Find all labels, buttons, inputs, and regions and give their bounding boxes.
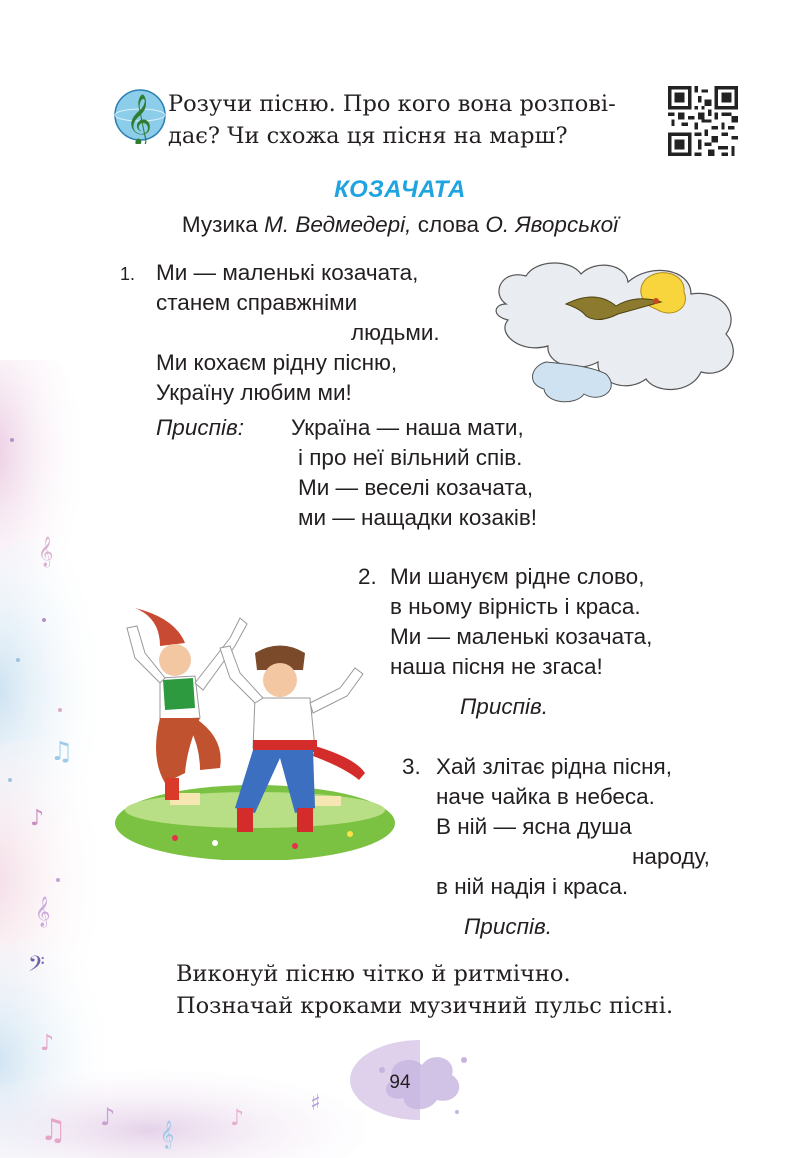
treble-clef-icon: [110, 82, 172, 144]
svg-text:𝄞: 𝄞: [38, 537, 54, 567]
task-line-1: Розучи пісню. Про кого вона розпові-: [168, 91, 616, 117]
bottom-watercolor-decoration: [0, 1030, 420, 1158]
lyricist-name: О. Яворської: [485, 212, 619, 237]
verse-2-line-1: Ми шануєм рідне слово,: [390, 564, 645, 589]
chorus-line-4: ми — нащадки козаків!: [298, 505, 538, 530]
svg-text:𝄞: 𝄞: [160, 1120, 175, 1148]
svg-text:♯: ♯: [310, 1091, 321, 1116]
verse-3-refrain: Приспів.: [464, 914, 552, 939]
composer-name: М. Ведмедері,: [264, 212, 412, 237]
verse-2-refrain: Приспів.: [460, 694, 548, 719]
verse-3-line-3: В ній — ясна душа: [436, 814, 632, 839]
verse-2-line-2: в ньому вірність і краса.: [390, 594, 641, 619]
page-number: 94: [389, 1072, 411, 1093]
clouds-seagull-illustration: [486, 254, 748, 414]
verse-2-number: 2.: [358, 564, 377, 589]
svg-text:♪: ♪: [100, 1103, 116, 1131]
svg-text:♪: ♪: [230, 1106, 245, 1131]
verse-2-line-3: Ми — маленькі козачата,: [390, 624, 653, 649]
instructions: [176, 958, 673, 1022]
words-prefix: слова: [417, 212, 480, 237]
verse-2-line-4: наша пісня не згаса!: [390, 654, 603, 679]
verse-3-line-5: в ній надія і краса.: [436, 874, 629, 899]
instruction-line-2: Позначай кроками музичний пульс пісні.: [176, 993, 674, 1019]
verse-1-line-3: людьми.: [351, 320, 440, 345]
svg-text:♪: ♪: [40, 1031, 55, 1056]
chorus-line-3: Ми — веселі козачата,: [298, 475, 534, 500]
verse-3-number: 3.: [402, 754, 421, 779]
svg-text:♫: ♫: [50, 737, 74, 767]
verse-1-number: 1.: [120, 264, 136, 284]
svg-text:𝄞: 𝄞: [126, 94, 153, 144]
verse-1-line-5: Україну любим ми!: [156, 380, 352, 405]
verse-3-line-1: Хай злітає рідна пісня,: [436, 754, 672, 779]
chorus-line-1: Україна — наша мати,: [291, 415, 524, 440]
instruction-line-1: Виконуй пісню чітко й ритмічно.: [176, 961, 571, 987]
verse-1-line-2: станем справжніми: [156, 290, 358, 315]
svg-text:♪: ♪: [30, 806, 45, 831]
verse-1-line-1: Ми — маленькі козачата,: [156, 260, 419, 285]
task-line-2: дає? Чи схожа ця пісня на марш?: [168, 123, 568, 149]
song-title: КОЗАЧАТА: [334, 176, 466, 203]
verse-3-line-2: наче чайка в небеса.: [436, 784, 655, 809]
chorus-line-2: і про неї вільний спів.: [298, 445, 523, 470]
music-prefix: Музика: [181, 212, 258, 237]
verse-1-line-4: Ми кохаєм рідну пісню,: [156, 350, 398, 375]
chorus-label: Приспів:: [156, 415, 244, 440]
verse-3-line-4: народу,: [632, 844, 710, 869]
song-credits: [0, 212, 800, 238]
task-text: [168, 88, 648, 152]
dancing-children-illustration: [115, 598, 400, 860]
svg-text:♫: ♫: [40, 1113, 67, 1148]
svg-text:𝄢: 𝄢: [28, 952, 45, 982]
svg-text:𝄞: 𝄞: [35, 897, 51, 927]
qr-code[interactable]: [668, 86, 738, 156]
